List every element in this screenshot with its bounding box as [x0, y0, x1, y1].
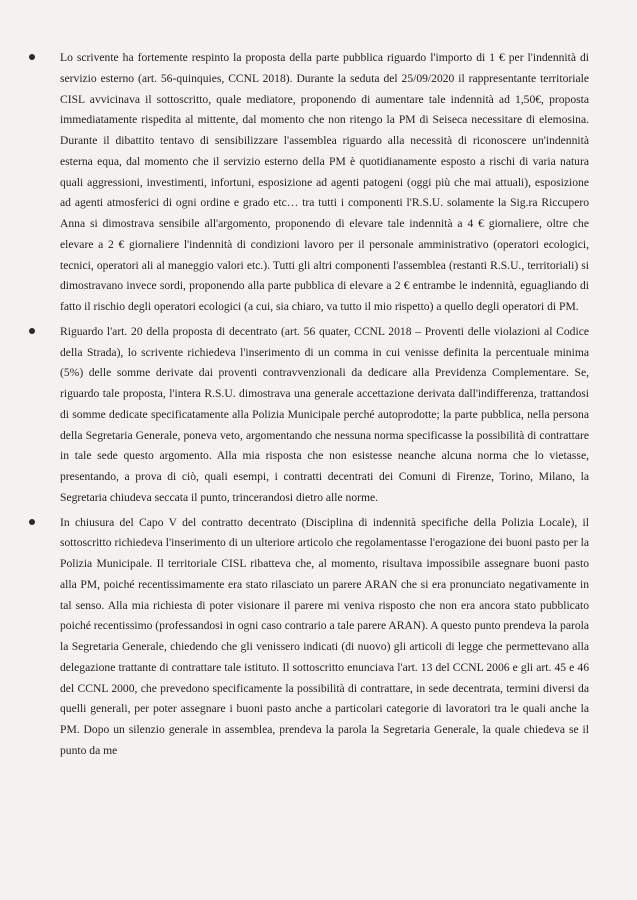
list-item [60, 513, 589, 762]
paragraph-text: In chiusura del Capo V del contratto decentrato (Disciplina di indennità specifiche della Polizia Locale), il sottoscritto richiedeva l'inserimento di un ulteriore articolo che regolamentasse l'erogazione dei buoni pasto per la Polizia Municipale. Il territoriale CISL ribatteva che, al momento, risultava impossibile assegnare buoni pasto alla PM, poiché recentissimamente era stato rilasciato un parere ARAN che si era pronunciato negativamente in tal senso. Alla mia richiesta di poter visionare il parere mi veniva risposto che non era ancora stato pubblicato poiché recentissimo (professandosi in ogni caso contrario a tale parere ARAN). A questo punto prendeva la parola la Segretaria Generale, chiedendo che gli venissero indicati (di nuovo) gli articoli di legge che permettevano alla delegazione trattante di contrattare tale istituto. Il sottoscritto enunciava l'art. 13 del CCNL 2006 e gli art. 45 e 46 del CCNL 2000, che prevedono specificamente la possibilità di contrattare, in sede decentrata, termini diversi da quelli generali, per poter assegnare i buoni pasto anche a particolari categorie di lavoratori tra le quali anche la PM. Dopo un silenzio generale in assemblea, prendeva la parola la Segretaria Generale, la quale chiedeva se il punto da me [60, 515, 589, 757]
list-item [60, 322, 589, 509]
paragraph-text: Lo scrivente ha fortemente respinto la proposta della parte pubblica riguardo l'importo di 1 € per l'indennità di servizio esterno (art. 56-quinquies, CCNL 2018). Durante la seduta del 25/09/2020 il rappresentante territoriale CISL avvicinava il sottoscritto, quale mediatore, proponendo di aumentare tale indennità ad 1,50€, proposta immediatamente rispedita al mittente, dal momento che non ritengo la PM di Seiseca necessitare di elemosina. Durante il dibattito tentavo di sensibilizzare l'assemblea riguardo alla necessità di riconoscere un'indennità esterna equa, dal momento che il servizio esterno della PM è quotidianamente esposto a rischi di varia natura quali aggressioni, investimenti, infortuni, esposizione ad agenti patogeni (oggi più che mai attuali), esposizione ad agenti atmosferici di ogni ordine e grado etc… tra tutti i componenti l'R.S.U. solamente la Sig.ra Riccupero Anna si dimostrava sensibile all'argomento, proponendo di elevare tale indennità a 4 € giornaliere, oltre che elevare a 2 € giornaliere l'indennità di condizioni lavoro per il personale amministrativo (operatori ecologici, tecnici, operatori ali al maneggio valori etc.). Tutti gli altri componenti l'assemblea (restanti R.S.U., territoriali) si dimostravano invece sordi, proponendo alla parte pubblica di elevare a 2 € entrambe le indennità, eguagliando di fatto il rischio degli operatori ecologici (a cui, sia chiaro, va tutto il mio rispetto) a quello degli operatori di PM. [60, 51, 589, 313]
bullet-dot-icon [29, 519, 35, 525]
bullet-dot-icon [29, 54, 35, 60]
paragraph-text: Riguardo l'art. 20 della proposta di decentrato (art. 56 quater, CCNL 2018 – Proventi delle violazioni al Codice della Strada), lo scrivente richiedeva l'inserimento di un comma in cui venisse definita la percentuale minima (5%) delle somme derivate dai proventi contravvenzionali da dedicare alla Previdenza Complementare. Se, riguardo tale proposta, l'intera R.S.U. dimostrava una generale accettazione derivata dall'indifferenza, trattandosi di somme dedicate specificatamente alla Polizia Municipale perché autoprodotte; la parte pubblica, nella persona della Segretaria Generale, poneva veto, argomentando che nessuna norma specificasse la possibilità di contrattare in tale sede questo argomento. Alla mia risposta che non esistesse neanche alcuna norma che lo vietasse, presentando, a prova di ciò, quali esempi, i contratti decentrati dei Comuni di Firenze, Torino, Milano, la Segretaria chiudeva seccata il punto, trincerandosi dietro alle norme. [60, 324, 589, 504]
bullet-list [60, 48, 589, 762]
bullet-dot-icon [29, 328, 35, 334]
list-item [60, 48, 589, 318]
